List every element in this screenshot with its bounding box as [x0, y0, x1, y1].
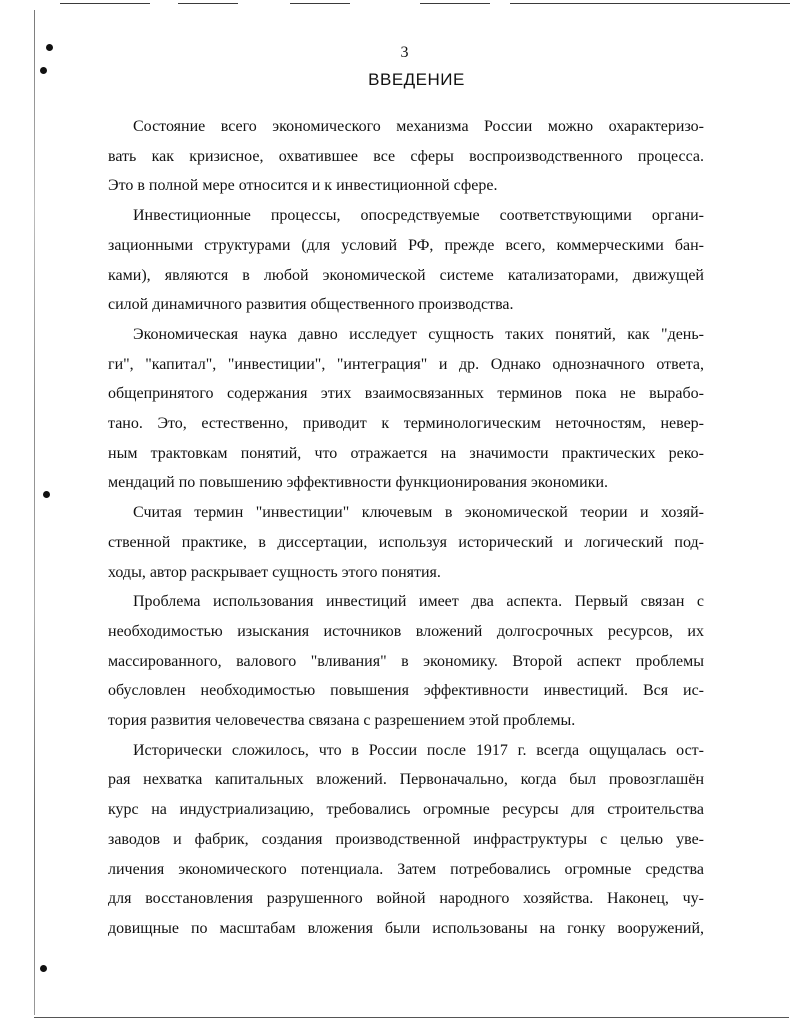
binding-hole-mark — [43, 491, 50, 498]
text-line: массированного, валового "вливания" в экономику. Второй аспект проблемы — [108, 652, 704, 670]
text-line: ги", "капитал", "инвестиции", "интеграция" и др. Однако однозначного ответа, — [108, 355, 704, 373]
text-line: рая нехватка капитальных вложений. Первоначально, когда был провозглашён — [108, 771, 704, 789]
page-number: 3 — [400, 44, 409, 61]
text-line: заводов и фабрик, создания производственной инфраструктуры с целью уве- — [108, 830, 704, 848]
text-line: ками), являются в любой экономической системе катализаторами, движущей — [108, 266, 704, 284]
text-line: Исторически сложилось, что в России после 1917 г. всегда ощущалась ост- — [133, 741, 704, 759]
text-line: мендаций по повышению эффективности функционирования экономики. — [108, 474, 609, 492]
text-line: Это в полной мере относится и к инвестиционной сфере. — [108, 177, 498, 195]
scan-edge-top — [178, 3, 238, 4]
text-line: вать как кризисное, охватившее все сферы воспроизводственного процесса. — [108, 147, 704, 165]
text-line: обусловлен необходимостью повышения эффективности инвестиций. Вся ис- — [108, 682, 704, 700]
paragraph — [108, 587, 704, 736]
scan-edge-top — [60, 3, 150, 4]
text-line: курс на индустриализацию, требовались огромные ресурсы для строительства — [108, 801, 704, 819]
text-line: силой динамичного развития общественного производства. — [108, 296, 514, 314]
scan-edge-top — [420, 3, 490, 4]
text-line: Проблема использования инвестиций имеет два аспекта. Первый связан с — [133, 593, 704, 611]
text-line: общепринятого содержания этих взаимосвязанных терминов пока не вырабо- — [108, 385, 704, 403]
text-line: тано. Это, естественно, приводит к терминологическим неточностям, невер- — [108, 415, 704, 433]
text-line: тория развития человечества связана с разрешением этой проблемы. — [108, 712, 576, 730]
body-text — [108, 112, 704, 944]
text-line: Состояние всего экономического механизма России можно охарактеризо- — [133, 118, 704, 135]
paragraph — [108, 498, 704, 587]
text-line: необходимостью изыскания источников вложений долгосрочных ресурсов, их — [108, 622, 704, 640]
scan-edge-bottom — [34, 1017, 789, 1018]
text-line: ходы, автор раскрывает сущность этого понятия. — [108, 563, 441, 581]
section-heading: ВВЕДЕНИЕ — [368, 70, 465, 89]
text-line: личения экономического потенциала. Затем потребовались огромные средства — [108, 860, 704, 878]
text-line: довищные по масштабам вложения были использованы на гонку вооружений, — [108, 919, 704, 937]
paragraph — [108, 112, 704, 201]
text-line: Считая термин "инвестиции" ключевым в экономической теории и хозяй- — [133, 504, 704, 522]
paragraph — [108, 201, 704, 320]
text-line: Инвестиционные процессы, опосредствуемые соответствующими органи- — [133, 207, 704, 225]
text-line: для восстановления разрушенного войной народного хозяйства. Наконец, чу- — [108, 890, 704, 908]
paragraph — [108, 736, 704, 944]
text-line: ственной практике, в диссертации, используя исторический и логический под- — [108, 533, 704, 551]
text-line: ным трактовкам понятий, что отражается на значимости практических реко- — [108, 444, 704, 462]
scan-edge-top — [510, 3, 790, 4]
scan-edge-left — [34, 10, 35, 1015]
text-line: Экономическая наука давно исследует сущность таких понятий, как "день- — [133, 325, 704, 343]
paragraph — [108, 320, 704, 498]
binding-hole-mark — [40, 965, 47, 972]
scan-edge-top — [290, 3, 350, 4]
text-line: зационными структурами (для условий РФ, прежде всего, коммерческими бан- — [108, 236, 704, 254]
